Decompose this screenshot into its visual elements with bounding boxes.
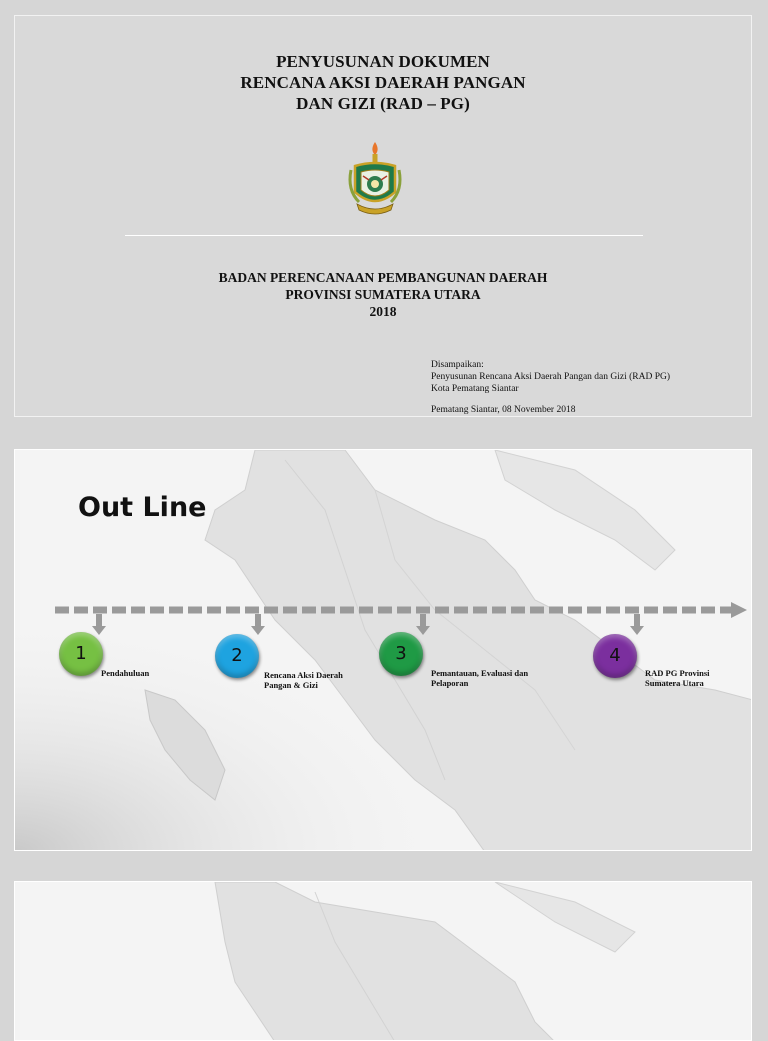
title-line: DAN GIZI (RAD – PG)	[296, 94, 470, 113]
step-1-label	[101, 668, 149, 678]
step-1-badge: 1	[59, 632, 103, 676]
provincial-emblem-icon	[345, 140, 405, 218]
map-slide	[14, 881, 752, 1041]
title-divider	[125, 235, 643, 236]
step-label-line: Pendahuluan	[101, 668, 150, 678]
step-2-badge: 2	[215, 634, 259, 678]
delivered-line: Disampaikan:	[431, 360, 484, 370]
step-2-label	[264, 670, 343, 690]
step-label-line: Rencana Aksi Daerah	[264, 670, 343, 680]
outline-title: Out Line	[78, 492, 207, 523]
agency-line: BADAN PERENCANAAN PEMBANGUNAN DAERAH	[218, 270, 548, 285]
step-3-badge: 3	[379, 632, 423, 676]
step-label-line: Pemantauan, Evaluasi dan	[431, 668, 529, 678]
title-line: PENYUSUNAN DOKUMEN	[276, 52, 490, 71]
delivered-block	[431, 359, 670, 416]
delivered-line: Penyusunan Rencana Aksi Daerah Pangan dan Gizi (RAD PG)	[431, 372, 671, 382]
step-label-line: RAD PG Provinsi	[645, 668, 710, 678]
title-slide	[14, 15, 752, 417]
step-label-line: Pangan & Gizi	[264, 680, 318, 690]
delivered-line: Kota Pematang Siantar	[431, 384, 519, 394]
step-label-line: Sumatera Utara	[645, 678, 704, 688]
step-4-badge: 4	[593, 634, 637, 678]
step-3-label	[431, 668, 528, 688]
agency-line: PROVINSI SUMATERA UTARA	[285, 287, 481, 302]
document-title	[15, 51, 751, 114]
outline-slide	[14, 449, 752, 851]
map-background	[15, 882, 752, 1041]
title-line: RENCANA AKSI DAERAH PANGAN	[240, 73, 526, 92]
step-4-label	[645, 668, 710, 688]
step-label-line: Pelaporan	[431, 678, 469, 688]
agency-block	[15, 269, 751, 320]
place-date: Pematang Siantar, 08 November 2018	[431, 405, 576, 415]
agency-line: 2018	[369, 304, 397, 319]
